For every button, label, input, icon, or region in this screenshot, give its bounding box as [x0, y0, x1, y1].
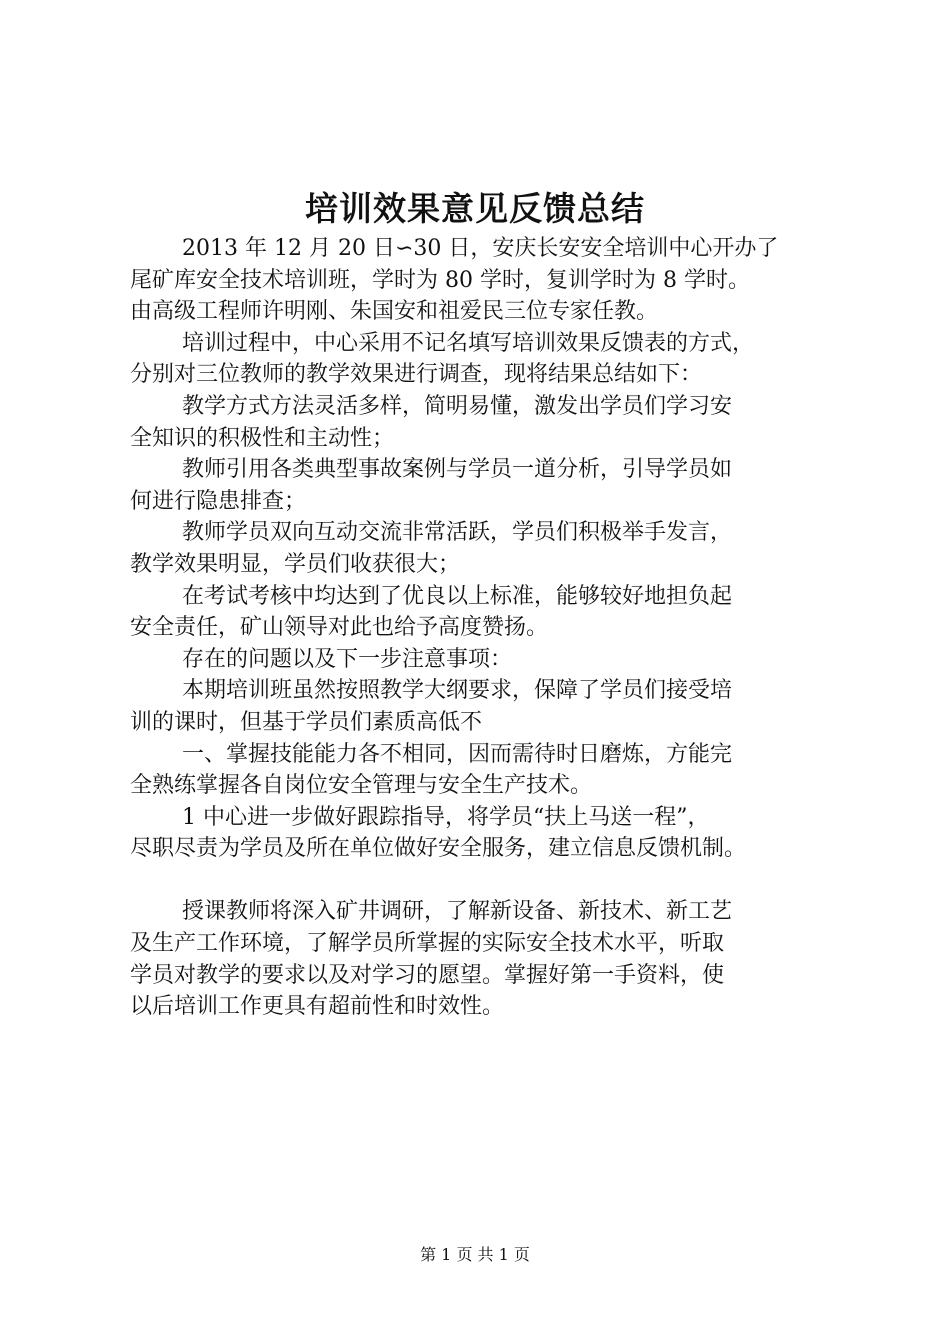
document-title: 培训效果意见反馈总结: [305, 189, 645, 228]
paragraph-line: 培训过程中，中心采用不记名填写培训效果反馈表的方式，: [182, 330, 755, 356]
paragraph-line: 教师引用各类典型事故案例与学员一道分析，引导学员如: [182, 457, 733, 483]
paragraph-line: 尽职尽责为学员及所在单位做好安全服务，建立信息反馈机制。: [130, 836, 747, 862]
paragraph-line: 2013 年 12 月 20 日∽30 日，安庆长安安全培训中心开办了: [182, 236, 779, 261]
paragraph-line: 一、掌握技能能力各不相同，因而需待时日磨炼，方能完: [182, 741, 733, 767]
paragraph-line: 分别对三位教师的教学效果进行调查，现将结果总结如下：: [130, 362, 703, 388]
paragraph-line: 在考试考核中均达到了优良以上标准，能够较好地担负起: [182, 583, 733, 609]
paragraph-line: 训的课时，但基于学员们素质高低不: [130, 709, 483, 735]
paragraph-line: 1 中心进一步做好跟踪指导，将学员“扶上马送一程”，: [182, 804, 710, 830]
paragraph-line: 何进行隐患排查；: [130, 488, 307, 514]
paragraph-line: 及生产工作环境，了解学员所掌握的实际安全技术水平，听取: [130, 931, 725, 957]
document-body: [130, 233, 830, 1023]
paragraph-line: 由高级工程师许明刚、朱国安和祖爱民三位专家任教。: [130, 299, 659, 325]
page-footer: 第 1 页 共 1 页: [420, 1245, 530, 1264]
paragraph-line: 授课教师将深入矿井调研，了解新设备、新技术、新工艺: [182, 899, 733, 925]
paragraph-line: 学员对教学的要求以及对学习的愿望。掌握好第一手资料，使: [130, 962, 725, 988]
paragraph-line: 全知识的积极性和主动性；: [130, 425, 395, 451]
paragraph-line: 安全责任，矿山领导对此也给予高度赞扬。: [130, 615, 549, 641]
paragraph-line: 存在的问题以及下一步注意事项：: [182, 646, 513, 672]
paragraph-spacer: [130, 865, 830, 897]
paragraph-line: 教师学员双向互动交流非常活跃，学员们积极举手发言，: [182, 520, 733, 546]
paragraph-line: 教学方式方法灵活多样，简明易懂，激发出学员们学习安: [182, 393, 733, 419]
paragraph-line: 尾矿库安全技术培训班，学时为 80 学时，复训学时为 8 学时。: [130, 267, 750, 293]
paragraph-line: 教学效果明显，学员们收获很大；: [130, 551, 461, 577]
paragraph-line: 本期培训班虽然按照教学大纲要求，保障了学员们接受培: [182, 678, 733, 704]
paragraph-line: 全熟练掌握各自岗位安全管理与安全生产技术。: [130, 773, 593, 799]
paragraph-line: 以后培训工作更具有超前性和时效性。: [130, 994, 505, 1020]
